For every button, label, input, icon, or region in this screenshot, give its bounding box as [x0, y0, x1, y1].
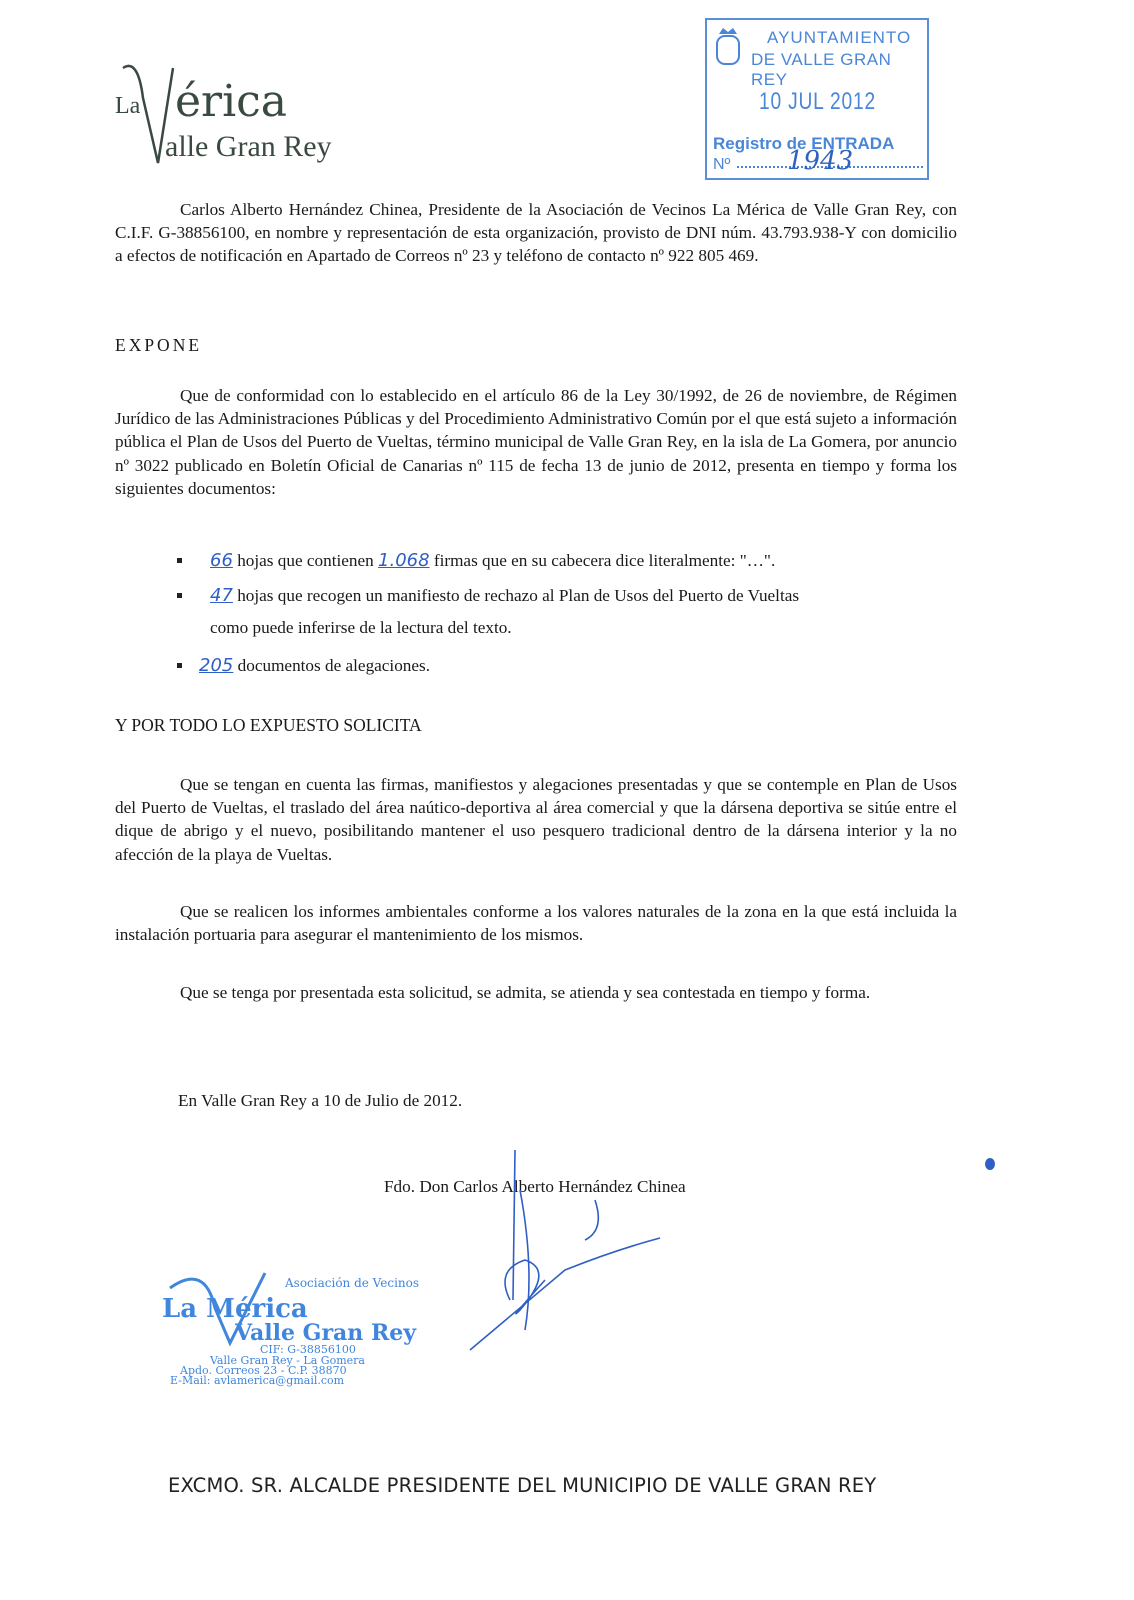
seal-cif: CIF: G-38856100 — [260, 1343, 356, 1356]
expone-paragraph: Que de conformidad con lo establecido en el artículo 86 de la Ley 30/1992, de 26 de noviembre, de Régimen Jurídico de las Administraciones Públicas y del Procedimiento Administrativo Común por el que está sujeto a información pública el Plan de Usos del Puerto de Vueltas, término municipal de Valle Gran Rey, en la isla de La Gomera, por anuncio nº 3022 publicado en Boletín Oficial de Canarias nº 115 de fecha 13 de junio de 2012, presenta en tiempo y forma los siguientes documentos: — [115, 386, 957, 498]
svg-text:La: La — [115, 93, 141, 119]
stamp-number: 1943 — [787, 146, 854, 176]
handwritten-count: 1.068 — [378, 550, 430, 571]
list-item — [177, 550, 775, 571]
item-text: hojas que recogen un manifiesto de rechazo al Plan de Usos del Puerto de Vueltas — [232, 586, 800, 605]
item-text: como puede inferirse de la lectura del texto. — [210, 618, 512, 637]
solicita-paragraph-2: Que se realicen los informes ambientales conforme a los valores naturales de la zona en la que está incluida la instalación portuaria para asegurar el mantenimiento de los mismos. — [115, 902, 957, 945]
handwritten-count: 47 — [210, 585, 233, 606]
solicita-heading: Y POR TODO LO EXPUESTO SOLICITA — [115, 715, 422, 735]
registry-stamp — [705, 18, 929, 180]
seal-line3: Valle Gran Rey — [235, 1320, 417, 1346]
svg-text:alle Gran Rey: alle Gran Rey — [165, 130, 332, 163]
handwritten-count: 205 — [199, 655, 234, 676]
coat-of-arms-icon — [713, 26, 743, 68]
solicita-paragraph-1: Que se tengan en cuenta las firmas, manifiestos y alegaciones presentadas y que se contemple en Plan de Usos del Puerto de Vueltas, el traslado del área naútico-deportiva al área comercial y que la dársena deportiva se sitúe entre el dique de abrigo y el nuevo, posibilitando mantener el uso pesquero tradicional dentro de la dársena interior y la no afección de la playa de Vueltas. — [115, 775, 957, 864]
stamp-number-label: Nº — [713, 156, 731, 173]
signed-by: Fdo. Don Carlos Alberto Hernández Chinea — [384, 1177, 686, 1196]
letterhead-logo — [113, 58, 353, 173]
seal-line2: La Mérica — [162, 1294, 308, 1324]
seal-address: Apdo. Correos 23 - C.P. 38870 — [180, 1364, 347, 1377]
stamp-registry-label: Registro de ENTRADA — [713, 134, 895, 153]
list-item — [177, 655, 430, 676]
solicita-paragraph-3: Que se tenga por presentada esta solicitud, se admita, se atienda y sea contestada en tiempo y forma. — [180, 983, 871, 1002]
stamp-line1: AYUNTAMIENTO — [767, 28, 912, 47]
handwritten-count: 66 — [210, 550, 233, 571]
svg-text:érica: érica — [175, 76, 288, 127]
seal-line1: Asociación de Vecinos — [285, 1276, 420, 1290]
list-item — [177, 585, 957, 638]
stamp-line2: DE VALLE GRAN REY — [751, 50, 892, 89]
addressee: EXCMO. SR. ALCALDE PRESIDENTE DEL MUNICIPIO DE VALLE GRAN REY — [168, 1474, 877, 1497]
stamp-date: 10 JUL 2012 — [759, 88, 876, 115]
association-seal — [160, 1268, 460, 1388]
expone-heading: EXPONE — [115, 335, 203, 355]
seal-location: Valle Gran Rey - La Gomera — [210, 1354, 365, 1367]
ink-dot — [985, 1158, 995, 1170]
item-text: documentos de alegaciones. — [233, 656, 430, 675]
place-date: En Valle Gran Rey a 10 de Julio de 2012. — [178, 1091, 463, 1110]
item-text: firmas que en su cabecera dice literalmente: "…". — [429, 551, 776, 570]
item-text: hojas que contienen — [232, 551, 379, 570]
handwritten-signature — [465, 1150, 675, 1360]
seal-email: E-Mail: avlamerica@gmail.com — [170, 1374, 345, 1387]
intro-paragraph: Carlos Alberto Hernández Chinea, Presidente de la Asociación de Vecinos La Mérica de Valle Gran Rey, con C.I.F. G-38856100, en nombre y representación de esta organización, provisto de DNI núm. 43.793.938-Y con domicilio a efectos de notificación en Apartado de Correos nº 23 y teléfono de contacto nº 922 805 469. — [115, 200, 957, 266]
